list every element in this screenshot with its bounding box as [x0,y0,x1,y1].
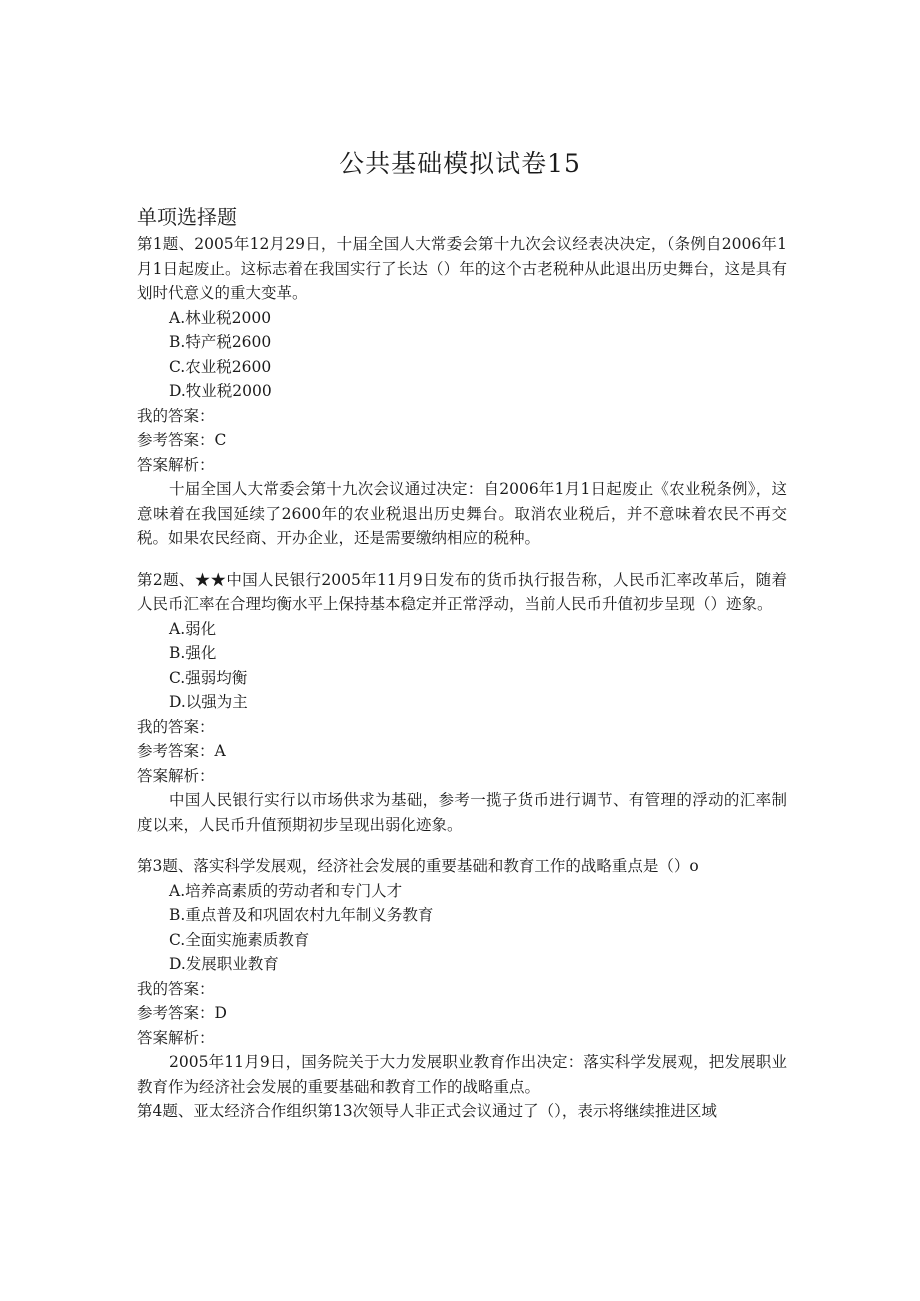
analysis-label: 答案解析： [137,455,215,474]
my-answer: 我的答案： [137,717,215,736]
option-list [137,617,787,715]
document-content [137,204,787,1124]
option-list [137,306,787,404]
my-answer: 我的答案： [137,406,215,425]
option-b: B.特产税2600 [169,333,272,351]
option-d: D.以强为主 [169,693,248,711]
question-1 [137,232,787,551]
question-4 [137,1099,787,1124]
spacer [137,551,787,568]
document-title: 公共基础模拟试卷15 [339,149,581,178]
analysis-label: 答案解析： [137,1028,215,1047]
option-d: D.发展职业教育 [169,955,279,973]
option-b: B.强化 [169,644,217,662]
option-a: A.弱化 [169,619,217,638]
option-b: B.重点普及和巩固农村九年制义务教育 [169,906,434,924]
question-2 [137,568,787,838]
reference-answer: 参考答案：D [137,1004,227,1022]
my-answer: 我的答案： [137,979,215,998]
reference-answer: 参考答案：C [137,431,227,449]
option-c: C.强弱均衡 [169,668,248,687]
question-3 [137,854,787,1099]
section-title: 单项选择题 [137,205,237,229]
question-text: 第3题、落实科学发展观，经济社会发展的重要基础和教育工作的战略重点是（）o [137,857,699,875]
spacer [137,837,787,854]
option-a: A.培养高素质的劳动者和专门人才 [169,881,403,900]
question-text: 第1题、2005年12月29日，十届全国人大常委会第十九次会议经表决决定，（条例自2006年1月1日起废止。这标志着在我国实行了长达（）年的这个古老税种从此退出历史舞台，这是具有划时代意义的重大变革。 [137,235,787,302]
option-c: C.农业税2600 [169,357,272,376]
question-text: 第4题、亚太经济合作组织第13次领导人非正式会议通过了（），表示将继续推进区域 [137,1102,717,1120]
analysis-label: 答案解析： [137,766,215,785]
question-text: 第2题、★★中国人民银行2005年11月9日发布的货币执行报告称，人民币汇率改革后，随着人民币汇率在合理均衡水平上保持基本稳定并正常浮动，当前人民币升值初步呈现（）迹象。 [137,570,787,613]
option-c: C.全面实施素质教育 [169,930,310,949]
option-list [137,879,787,977]
analysis-text: 2005年11月9日，国务院关于大力发展职业教育作出决定：落实科学发展观，把发展职业教育作为经济社会发展的重要基础和教育工作的战略重点。 [137,1053,787,1096]
option-d: D.牧业税2000 [169,382,272,400]
analysis-text: 十届全国人大常委会第十九次会议通过决定：自2006年1月1日起废止《农业税条例》，这意味着在我国延续了2600年的农业税退出历史舞台。取消农业税后，并不意味着农民不再交税。如果农民经商、开办企业，还是需要缴纳相应的税种。 [137,480,787,547]
analysis-text: 中国人民银行实行以市场供求为基础，参考一揽子货币进行调节、有管理的浮动的汇率制度以来，人民币升值预期初步呈现出弱化迹象。 [137,791,787,834]
reference-answer: 参考答案：A [137,742,226,760]
option-a: A.林业税2000 [169,308,272,327]
